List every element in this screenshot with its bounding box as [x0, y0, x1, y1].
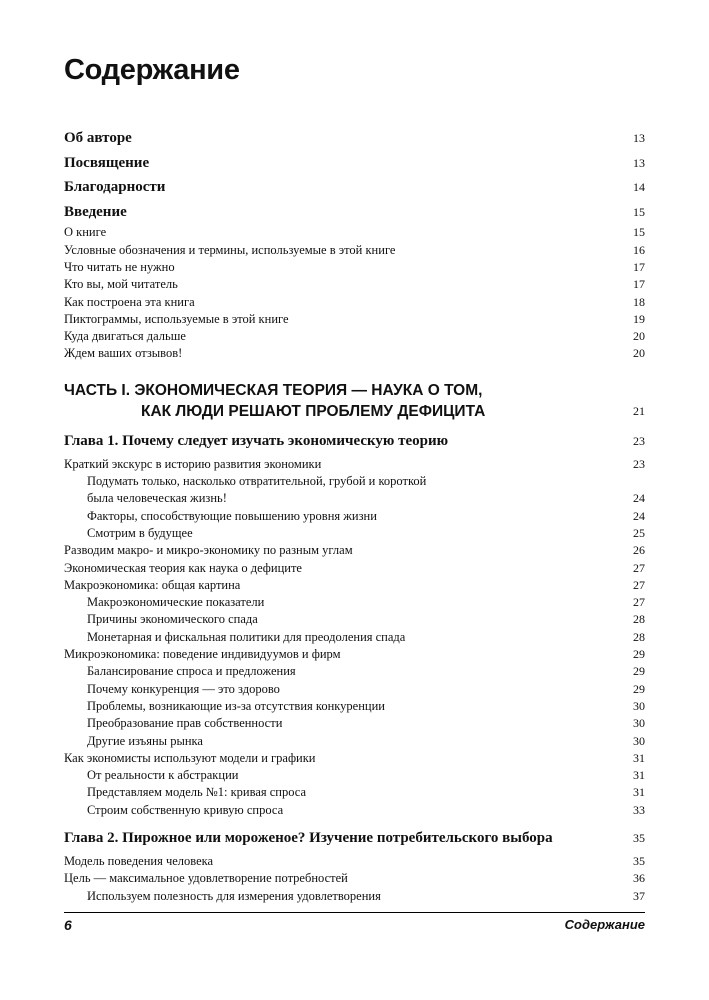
- footer-divider: [64, 912, 645, 913]
- toc-entry-title: Проблемы, возникающие из-за отсутствия конкуренции: [87, 698, 385, 713]
- toc-page-number: 31: [633, 785, 645, 800]
- toc-entry[interactable]: [64, 311, 645, 328]
- toc-page-number: 26: [633, 543, 645, 558]
- toc-page-number: 27: [633, 577, 645, 592]
- toc-entry-title: Микроэкономика: поведение индивидуумов и фирм: [64, 647, 341, 662]
- toc-subentry[interactable]: [64, 698, 645, 715]
- toc-entry-title: была человеческая жизнь!: [87, 491, 227, 506]
- toc-page-number: 31: [633, 768, 645, 783]
- table-of-contents: [64, 126, 645, 905]
- toc-entry-title: Ждем ваших отзывов!: [64, 346, 183, 361]
- toc-page-number: 24: [633, 491, 645, 506]
- toc-page-number: 27: [633, 595, 645, 610]
- toc-page-number: 19: [633, 311, 645, 326]
- part-title-line-1: ЧАСТЬ I. ЭКОНОМИЧЕСКАЯ ТЕОРИЯ — НАУКА О ТОМ,: [64, 381, 483, 399]
- toc-page-number: 25: [633, 525, 645, 540]
- toc-entry-title: Смотрим в будущее: [87, 525, 193, 540]
- toc-page-number: 29: [633, 647, 645, 662]
- toc-entry-introduction[interactable]: [64, 200, 645, 225]
- toc-entry[interactable]: [64, 259, 645, 276]
- footer-page-number: 6: [64, 917, 72, 933]
- toc-subentry[interactable]: [64, 767, 645, 784]
- toc-entry[interactable]: [64, 542, 645, 559]
- toc-entry-title: Макроэкономические показатели: [87, 595, 265, 610]
- toc-entry[interactable]: [64, 560, 645, 577]
- toc-entry-title: Другие изъяны рынка: [87, 733, 203, 748]
- toc-entry[interactable]: [64, 870, 645, 887]
- part-title-line-2: КАК ЛЮДИ РЕШАЮТ ПРОБЛЕМУ ДЕФИЦИТА: [141, 402, 486, 420]
- toc-page-number: 15: [633, 225, 645, 240]
- toc-subentry[interactable]: [64, 802, 645, 819]
- toc-page-number: 29: [633, 664, 645, 679]
- toc-subentry[interactable]: [64, 525, 645, 542]
- toc-entry-title: Макроэкономика: общая картина: [64, 577, 241, 592]
- toc-subentry[interactable]: [64, 663, 645, 680]
- toc-subentry[interactable]: [64, 715, 645, 732]
- toc-subentry[interactable]: [64, 611, 645, 628]
- toc-entry-title: Что читать не нужно: [64, 259, 175, 274]
- toc-entry[interactable]: [64, 328, 645, 345]
- toc-page-number: 28: [633, 629, 645, 644]
- toc-entry[interactable]: [64, 294, 645, 311]
- toc-entry-title: Модель поведения человека: [64, 853, 214, 868]
- toc-page-number: 36: [633, 871, 645, 886]
- toc-entry-title: Как экономисты используют модели и графики: [64, 750, 316, 765]
- toc-page-number: 28: [633, 612, 645, 627]
- toc-page-number: 30: [633, 698, 645, 713]
- toc-entry[interactable]: [64, 224, 645, 241]
- toc-entry-title: Куда двигаться дальше: [64, 329, 186, 344]
- toc-page-number: 24: [633, 508, 645, 523]
- toc-subentry[interactable]: [64, 473, 645, 490]
- toc-page-number: 13: [633, 131, 645, 145]
- toc-entry[interactable]: [64, 345, 645, 362]
- toc-page-number: 31: [633, 750, 645, 765]
- toc-entry-title: Почему конкуренция — это здорово: [87, 681, 280, 696]
- toc-entry[interactable]: [64, 242, 645, 259]
- toc-entry-title: Преобразование прав собственности: [87, 716, 283, 731]
- toc-entry-title: Посвящение: [64, 154, 150, 171]
- toc-entry-title: Строим собственную кривую спроса: [87, 802, 284, 817]
- toc-entry-title: Подумать только, насколько отвратительной, грубой и короткой: [87, 474, 427, 489]
- toc-subentry[interactable]: [64, 490, 645, 507]
- toc-entry-acknowledgements[interactable]: [64, 175, 645, 200]
- toc-subentry[interactable]: [64, 629, 645, 646]
- footer-running-title: Содержание: [564, 917, 645, 932]
- toc-entry-title: О книге: [64, 225, 107, 240]
- toc-entry-title: Разводим макро- и микро-экономику по разным углам: [64, 543, 353, 558]
- toc-subentry[interactable]: [64, 594, 645, 611]
- toc-entry-title: Причины экономического спада: [87, 612, 258, 627]
- toc-page-number: 35: [633, 853, 645, 868]
- toc-entry-title: Как построена эта книга: [64, 294, 195, 309]
- toc-page-number: 20: [633, 346, 645, 361]
- toc-page-number: 33: [633, 802, 645, 817]
- toc-entry-title: Балансирование спроса и предложения: [87, 664, 296, 679]
- toc-page-number: 16: [633, 242, 645, 257]
- toc-chapter-heading[interactable]: [64, 430, 645, 452]
- toc-page-number: 23: [633, 433, 645, 448]
- toc-page-number: 15: [633, 204, 645, 219]
- toc-entry[interactable]: [64, 750, 645, 767]
- toc-page-number: 30: [633, 716, 645, 731]
- toc-page-number: 37: [633, 888, 645, 903]
- toc-entry-title: От реальности к абстракции: [87, 768, 239, 783]
- toc-page-number: 17: [633, 277, 645, 292]
- toc-entry-title: Факторы, способствующие повышению уровня жизни: [87, 508, 377, 523]
- toc-chapter-heading[interactable]: [64, 827, 645, 849]
- toc-page-number: 18: [633, 294, 645, 309]
- toc-entry-title: Благодарности: [64, 179, 166, 196]
- toc-page-number: 23: [633, 456, 645, 471]
- toc-entry-title: Монетарная и фискальная политики для преодоления спада: [87, 629, 406, 644]
- toc-entry-title: Используем полезность для измерения удовлетворения: [87, 888, 381, 903]
- toc-entry-about-author[interactable]: [64, 126, 645, 151]
- toc-entry-title: Условные обозначения и термины, используемые в этой книге: [64, 242, 396, 257]
- toc-entry-title: Введение: [64, 203, 127, 220]
- toc-page-number: 30: [633, 733, 645, 748]
- toc-entry-title: Об авторе: [64, 130, 132, 146]
- toc-subentry[interactable]: [64, 681, 645, 698]
- toc-subentry[interactable]: [64, 888, 645, 905]
- toc-entry-title: Представляем модель №1: кривая спроса: [87, 785, 307, 800]
- toc-entry[interactable]: [64, 646, 645, 663]
- toc-entry-title: Пиктограммы, используемые в этой книге: [64, 311, 289, 326]
- toc-page-number: 35: [633, 830, 645, 845]
- toc-entry-title: Цель — максимальное удовлетворение потребностей: [64, 871, 348, 886]
- toc-page-number: 27: [633, 560, 645, 575]
- toc-page-number: 20: [633, 329, 645, 344]
- toc-subentry[interactable]: [64, 784, 645, 801]
- page-title: Содержание: [64, 54, 240, 86]
- chapter-title: Глава 1. Почему следует изучать экономическую теорию: [64, 432, 449, 449]
- toc-entry[interactable]: [64, 577, 645, 594]
- toc-entry[interactable]: [64, 276, 645, 293]
- toc-subentry[interactable]: [64, 733, 645, 750]
- toc-page-number: 21: [633, 403, 645, 418]
- toc-subentry[interactable]: [64, 508, 645, 525]
- toc-entry[interactable]: [64, 853, 645, 870]
- toc-page-number: 13: [633, 155, 645, 170]
- chapter-title: Глава 2. Пирожное или мороженое? Изучение потребительского выбора: [64, 829, 553, 846]
- toc-page-number: 17: [633, 259, 645, 274]
- toc-part-heading[interactable]: [64, 380, 645, 422]
- toc-entry-title: Краткий экскурс в историю развития экономики: [64, 456, 322, 471]
- toc-page-number: 29: [633, 681, 645, 696]
- toc-entry-title: Экономическая теория как наука о дефиците: [64, 560, 302, 575]
- toc-entry-title: Кто вы, мой читатель: [64, 277, 178, 292]
- toc-entry-dedication[interactable]: [64, 151, 645, 176]
- toc-entry[interactable]: [64, 456, 645, 473]
- toc-page-number: 14: [633, 180, 645, 195]
